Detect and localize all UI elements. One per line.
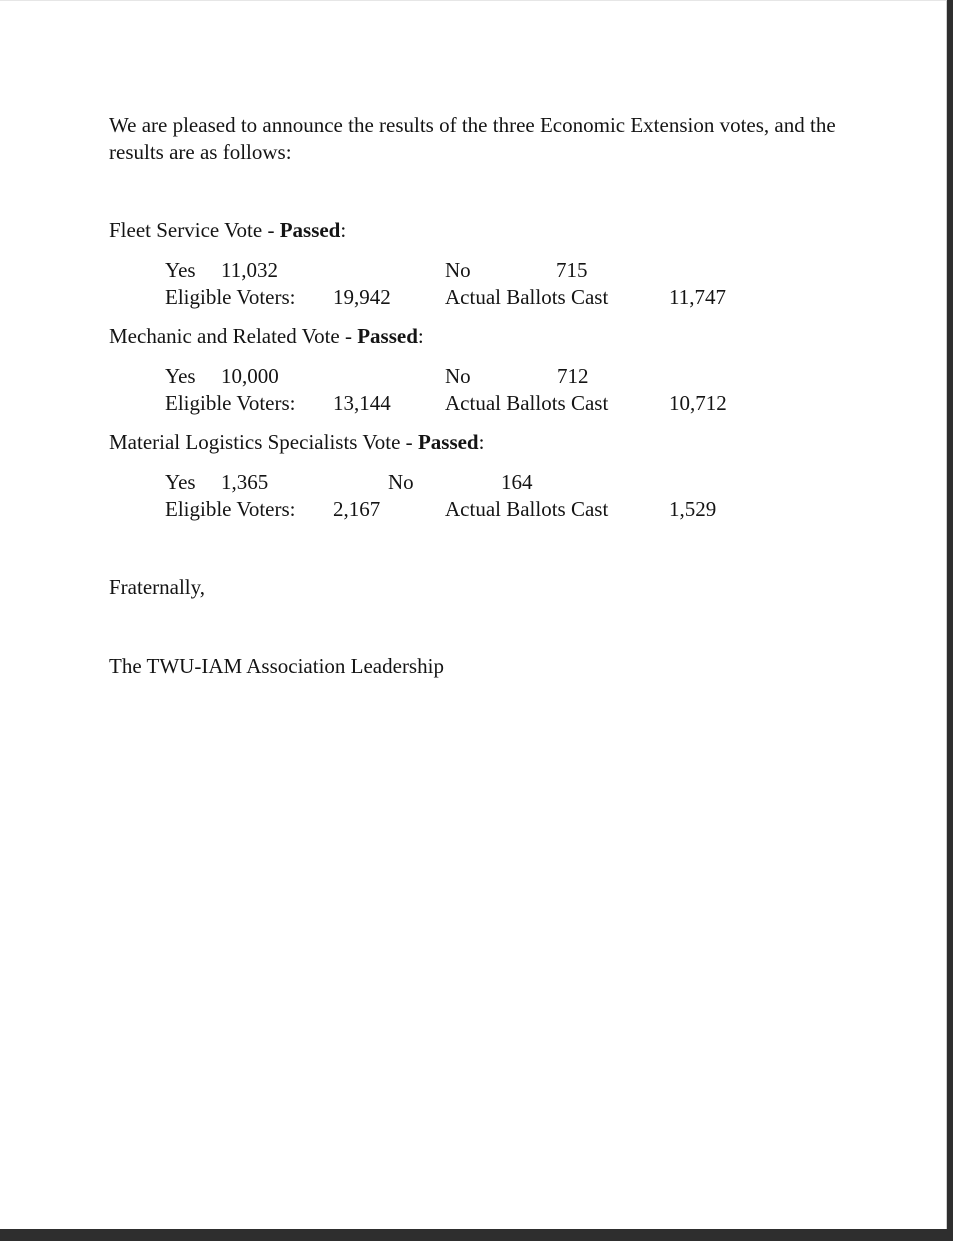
yes-count: 10,000 <box>221 364 279 388</box>
yes-label: Yes <box>165 364 196 388</box>
no-label: No <box>388 470 414 494</box>
section-status: Passed <box>357 324 418 348</box>
cast-count: 10,712 <box>669 391 727 415</box>
eligible-count: 13,144 <box>333 391 391 415</box>
no-label: No <box>445 364 471 388</box>
intro-paragraph: We are pleased to announce the results of the three Economic Extension votes, and the results are as follows: <box>109 113 836 164</box>
yes-count: 11,032 <box>221 258 278 282</box>
section-heading-material-logistics <box>109 429 484 456</box>
no-count: 164 <box>501 470 533 494</box>
section-name: Mechanic and Related Vote - <box>109 324 358 348</box>
closing: Fraternally, <box>109 575 206 599</box>
no-label: No <box>445 258 471 282</box>
cast-count: 11,747 <box>669 285 726 309</box>
section-heading-fleet-service <box>109 217 346 244</box>
cast-label: Actual Ballots Cast <box>445 497 609 521</box>
section-status: Passed <box>279 218 341 242</box>
eligible-label: Eligible Voters: <box>165 391 296 415</box>
cast-count: 1,529 <box>669 497 717 521</box>
yes-label: Yes <box>165 258 196 282</box>
signature: The TWU-IAM Association Leadership <box>109 654 444 678</box>
no-count: 712 <box>557 364 589 388</box>
no-count: 715 <box>556 258 588 282</box>
yes-count: 1,365 <box>221 470 269 494</box>
eligible-label: Eligible Voters: <box>165 285 296 309</box>
section-suffix: : <box>417 324 424 348</box>
cast-label: Actual Ballots Cast <box>445 391 609 415</box>
section-name: Fleet Service Vote - <box>109 218 280 242</box>
section-heading-mechanic <box>109 323 424 350</box>
section-name: Material Logistics Specialists Vote - <box>109 430 418 454</box>
yes-label: Yes <box>165 470 196 494</box>
section-suffix: : <box>478 430 485 454</box>
cast-label: Actual Ballots Cast <box>445 285 609 309</box>
eligible-count: 19,942 <box>333 285 391 309</box>
eligible-label: Eligible Voters: <box>165 497 296 521</box>
section-suffix: : <box>340 218 347 242</box>
eligible-count: 2,167 <box>333 497 381 521</box>
section-status: Passed <box>417 430 479 454</box>
